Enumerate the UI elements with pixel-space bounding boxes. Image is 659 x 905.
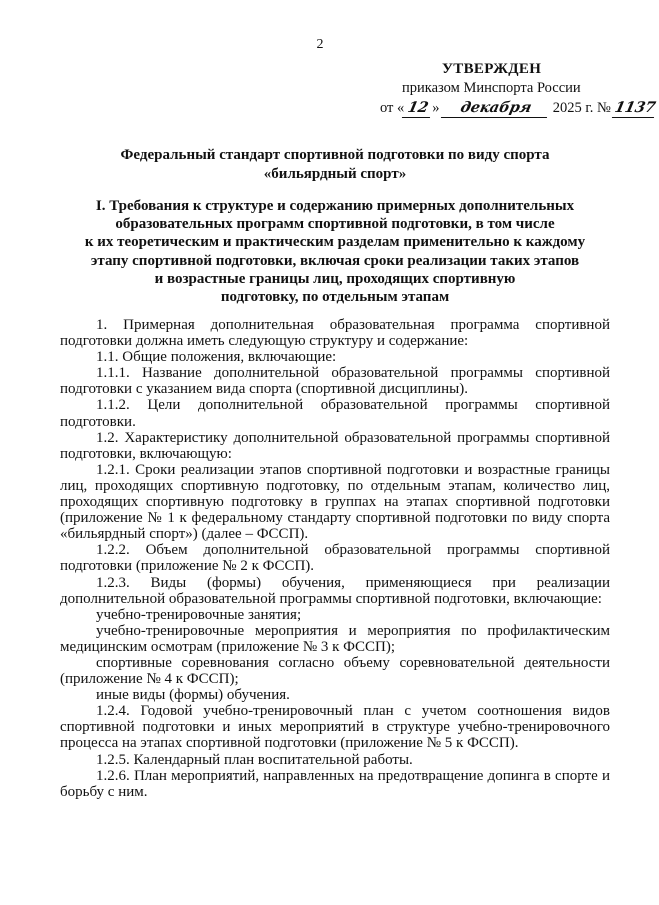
paragraph: иные виды (формы) обучения. <box>96 687 290 704</box>
section-heading-line: подготовку, по отдельным этапам <box>220 289 450 306</box>
document-title-line: «бильярдный спорт» <box>263 166 407 182</box>
section-heading-line: к их теоретическим и практическим разделам применительно к каждому <box>84 234 586 251</box>
paragraph: 1.2. Характеристику дополнительной образовательной программы спортивной подготовки, включающую: <box>60 429 610 462</box>
date-prefix: от « <box>380 100 405 116</box>
paragraph: 1.1. Общие положения, включающие: <box>96 349 337 366</box>
date-month-handwritten: декабря <box>441 98 551 118</box>
approval-order: приказом Минспорта России <box>402 80 581 96</box>
section-heading-line: образовательных программ спортивной подготовки, в том числе <box>115 216 555 233</box>
approval-title: УТВЕРЖДЕН <box>442 61 542 77</box>
document-title <box>60 146 610 184</box>
section-heading-line: и возрастные границы лиц, проходящих спортивную <box>154 270 516 287</box>
date-year: 2025 г. № <box>552 100 611 116</box>
page-number: 2 <box>316 37 324 52</box>
paragraph: 1.2.6. План мероприятий, направленных на предотвращение допинга в спорте и борьбу с ним. <box>60 767 610 800</box>
document-title-line: Федеральный стандарт спортивной подготовки по виду спорта <box>120 147 550 163</box>
paragraph: 1.2.2. Объем дополнительной образовательной программы спортивной подготовки (приложение № 2 к ФССП). <box>60 542 610 575</box>
section-heading <box>60 197 610 306</box>
order-number-handwritten: 1137 <box>613 99 658 116</box>
paragraph: 1.2.4. Годовой учебно-тренировочный план с учетом соотношения видов спортивной подготовки и иных мероприятий в структуре учебно-тренировочного процесса на этапах спортивной подготовки (приложение № 5 к ФССП). <box>60 703 610 752</box>
approval-stamp <box>380 60 658 118</box>
paragraph: учебно-тренировочные занятия; <box>96 606 302 623</box>
paragraph: 1.2.5. Календарный план воспитательной работы. <box>96 751 413 768</box>
paragraph: 1.2.1. Сроки реализации этапов спортивной подготовки и возрастные границы лиц, проходящих спортивную подготовку, по отдельным этапам, количество лиц, проходящих спортивную подготовку в группах на этапах спортивной подготовки (приложение № 1 к федеральному стандарту спортивной подготовки по виду спорта «бильярдный спорт») (далее – ФССП). <box>60 461 610 543</box>
date-mid: » <box>432 100 440 116</box>
approval-date <box>380 98 658 118</box>
paragraph: учебно-тренировочные мероприятия и мероприятия по профилактическим медицинским осмотрам (приложение № 3 к ФССП); <box>60 622 610 655</box>
body-text <box>60 317 610 800</box>
paragraph: 1.1.2. Цели дополнительной образовательной программы спортивной подготовки. <box>60 397 610 430</box>
section-heading-line: I. Требования к структуре и содержанию примерных дополнительных <box>95 198 575 214</box>
paragraph: 1. Примерная дополнительная образовательная программа спортивной подготовки должна иметь следующую структуру и содержание: <box>60 317 610 350</box>
date-day-handwritten: 12 <box>402 98 434 118</box>
paragraph: спортивные соревнования согласно объему соревновательной деятельности (приложение № 4 к ФССП); <box>60 654 610 688</box>
section-heading-line: этапу спортивной подготовки, включая сроки реализации таких этапов <box>90 252 580 269</box>
paragraph: 1.2.3. Виды (формы) обучения, применяющиеся при реализации дополнительной образовательной программы спортивной подготовки, включающие: <box>60 574 610 607</box>
paragraph: 1.1.1. Название дополнительной образовательной программы спортивной подготовки с указанием вида спорта (спортивной дисциплины). <box>60 365 610 398</box>
